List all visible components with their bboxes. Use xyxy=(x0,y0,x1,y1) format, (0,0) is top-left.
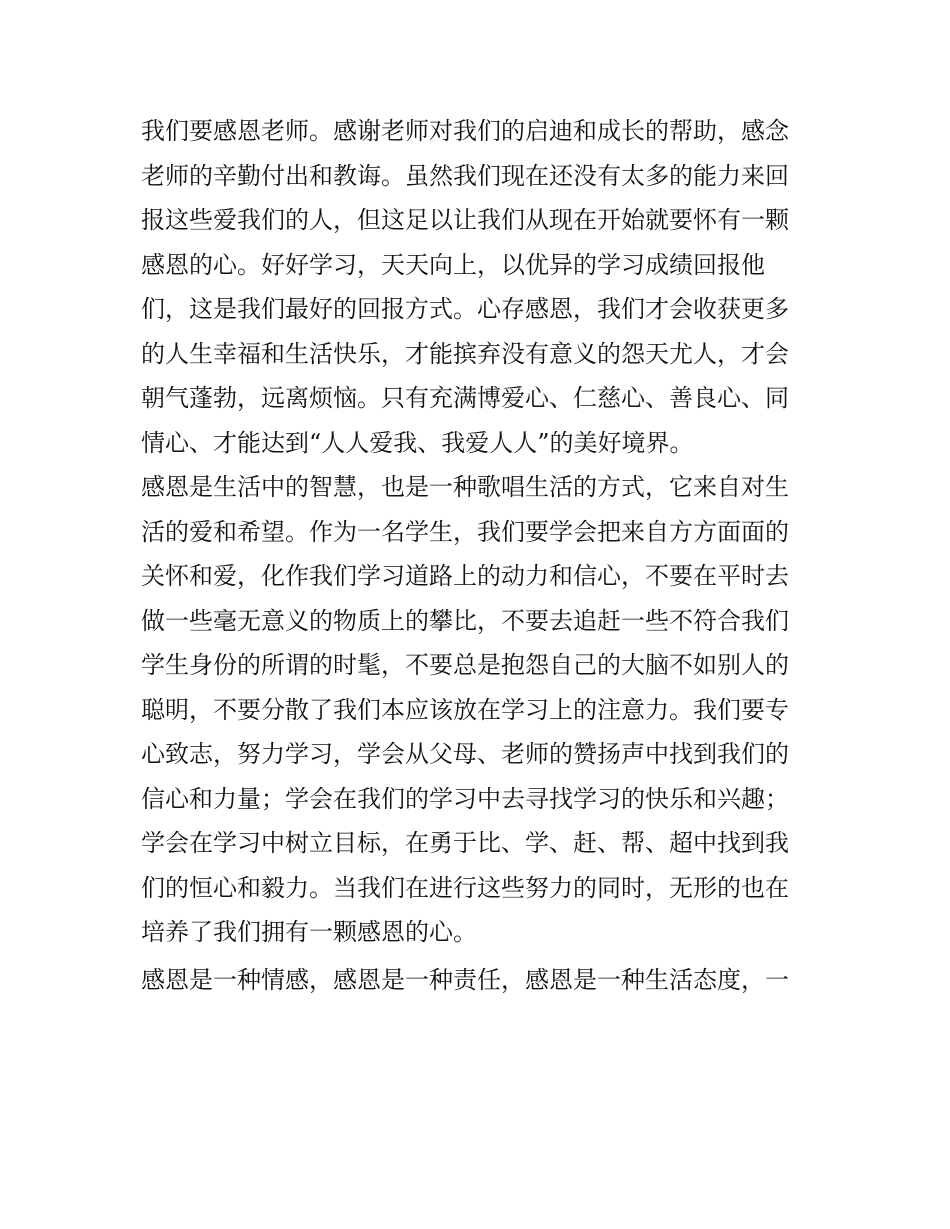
text-line-20: 感恩是一种情感，感恩是一种责任，感恩是一种生活态度，一 xyxy=(141,965,789,994)
text-line-18: 们的恒心和毅力。当我们在进行这些努力的同时，无形的也在 xyxy=(141,873,789,902)
text-line-15: 心致志，努力学习，学会从父母、老师的赞扬声中找到我们的 xyxy=(141,740,789,768)
text-line-17: 学会在学习中树立目标，在勇于比、学、赶、帮、超中找到我 xyxy=(141,829,789,857)
text-line-1: 我们要感恩老师。感谢老师对我们的启迪和成长的帮助，感念 xyxy=(141,117,789,145)
text-line-2: 老师的辛勤付出和教诲。虽然我们现在还没有太多的能力来回 xyxy=(141,161,789,190)
text-line-8: 情心、才能达到“人人爱我、我爱人人”的美好境界。 xyxy=(141,428,694,457)
text-line-12: 做一些毫无意义的物质上的攀比，不要去追赶一些不符合我们 xyxy=(141,606,789,635)
text-line-10: 活的爱和希望。作为一名学生，我们要学会把来自方方面面的 xyxy=(141,517,789,546)
document-body xyxy=(141,109,821,1002)
text-line-6: 的人生幸福和生活快乐，才能摈弃没有意义的怨天尤人，才会 xyxy=(141,339,789,368)
text-line-19: 培养了我们拥有一颗感恩的心。 xyxy=(141,918,477,946)
text-line-14: 聪明，不要分散了我们本应该放在学习上的注意力。我们要专 xyxy=(141,695,789,724)
text-line-7: 朝气蓬勃，远离烦恼。只有充满博爱心、仁慈心、善良心、同 xyxy=(141,384,789,412)
text-line-9: 感恩是生活中的智慧，也是一种歌唱生活的方式，它来自对生 xyxy=(141,473,789,501)
text-line-16: 信心和力量；学会在我们的学习中去寻找学习的快乐和兴趣； xyxy=(141,784,789,813)
text-line-3: 报这些爱我们的人，但这足以让我们从现在开始就要怀有一颗 xyxy=(141,206,789,234)
text-line-4: 感恩的心。好好学习，天天向上，以优异的学习成绩回报他 xyxy=(141,250,765,279)
text-line-11: 关怀和爱，化作我们学习道路上的动力和信心，不要在平时去 xyxy=(141,562,789,590)
text-line-13: 学生身份的所谓的时髦，不要总是抱怨自己的大脑不如别人的 xyxy=(141,651,789,679)
text-line-5: 们，这是我们最好的回报方式。心存感恩，我们才会收获更多 xyxy=(141,295,789,323)
